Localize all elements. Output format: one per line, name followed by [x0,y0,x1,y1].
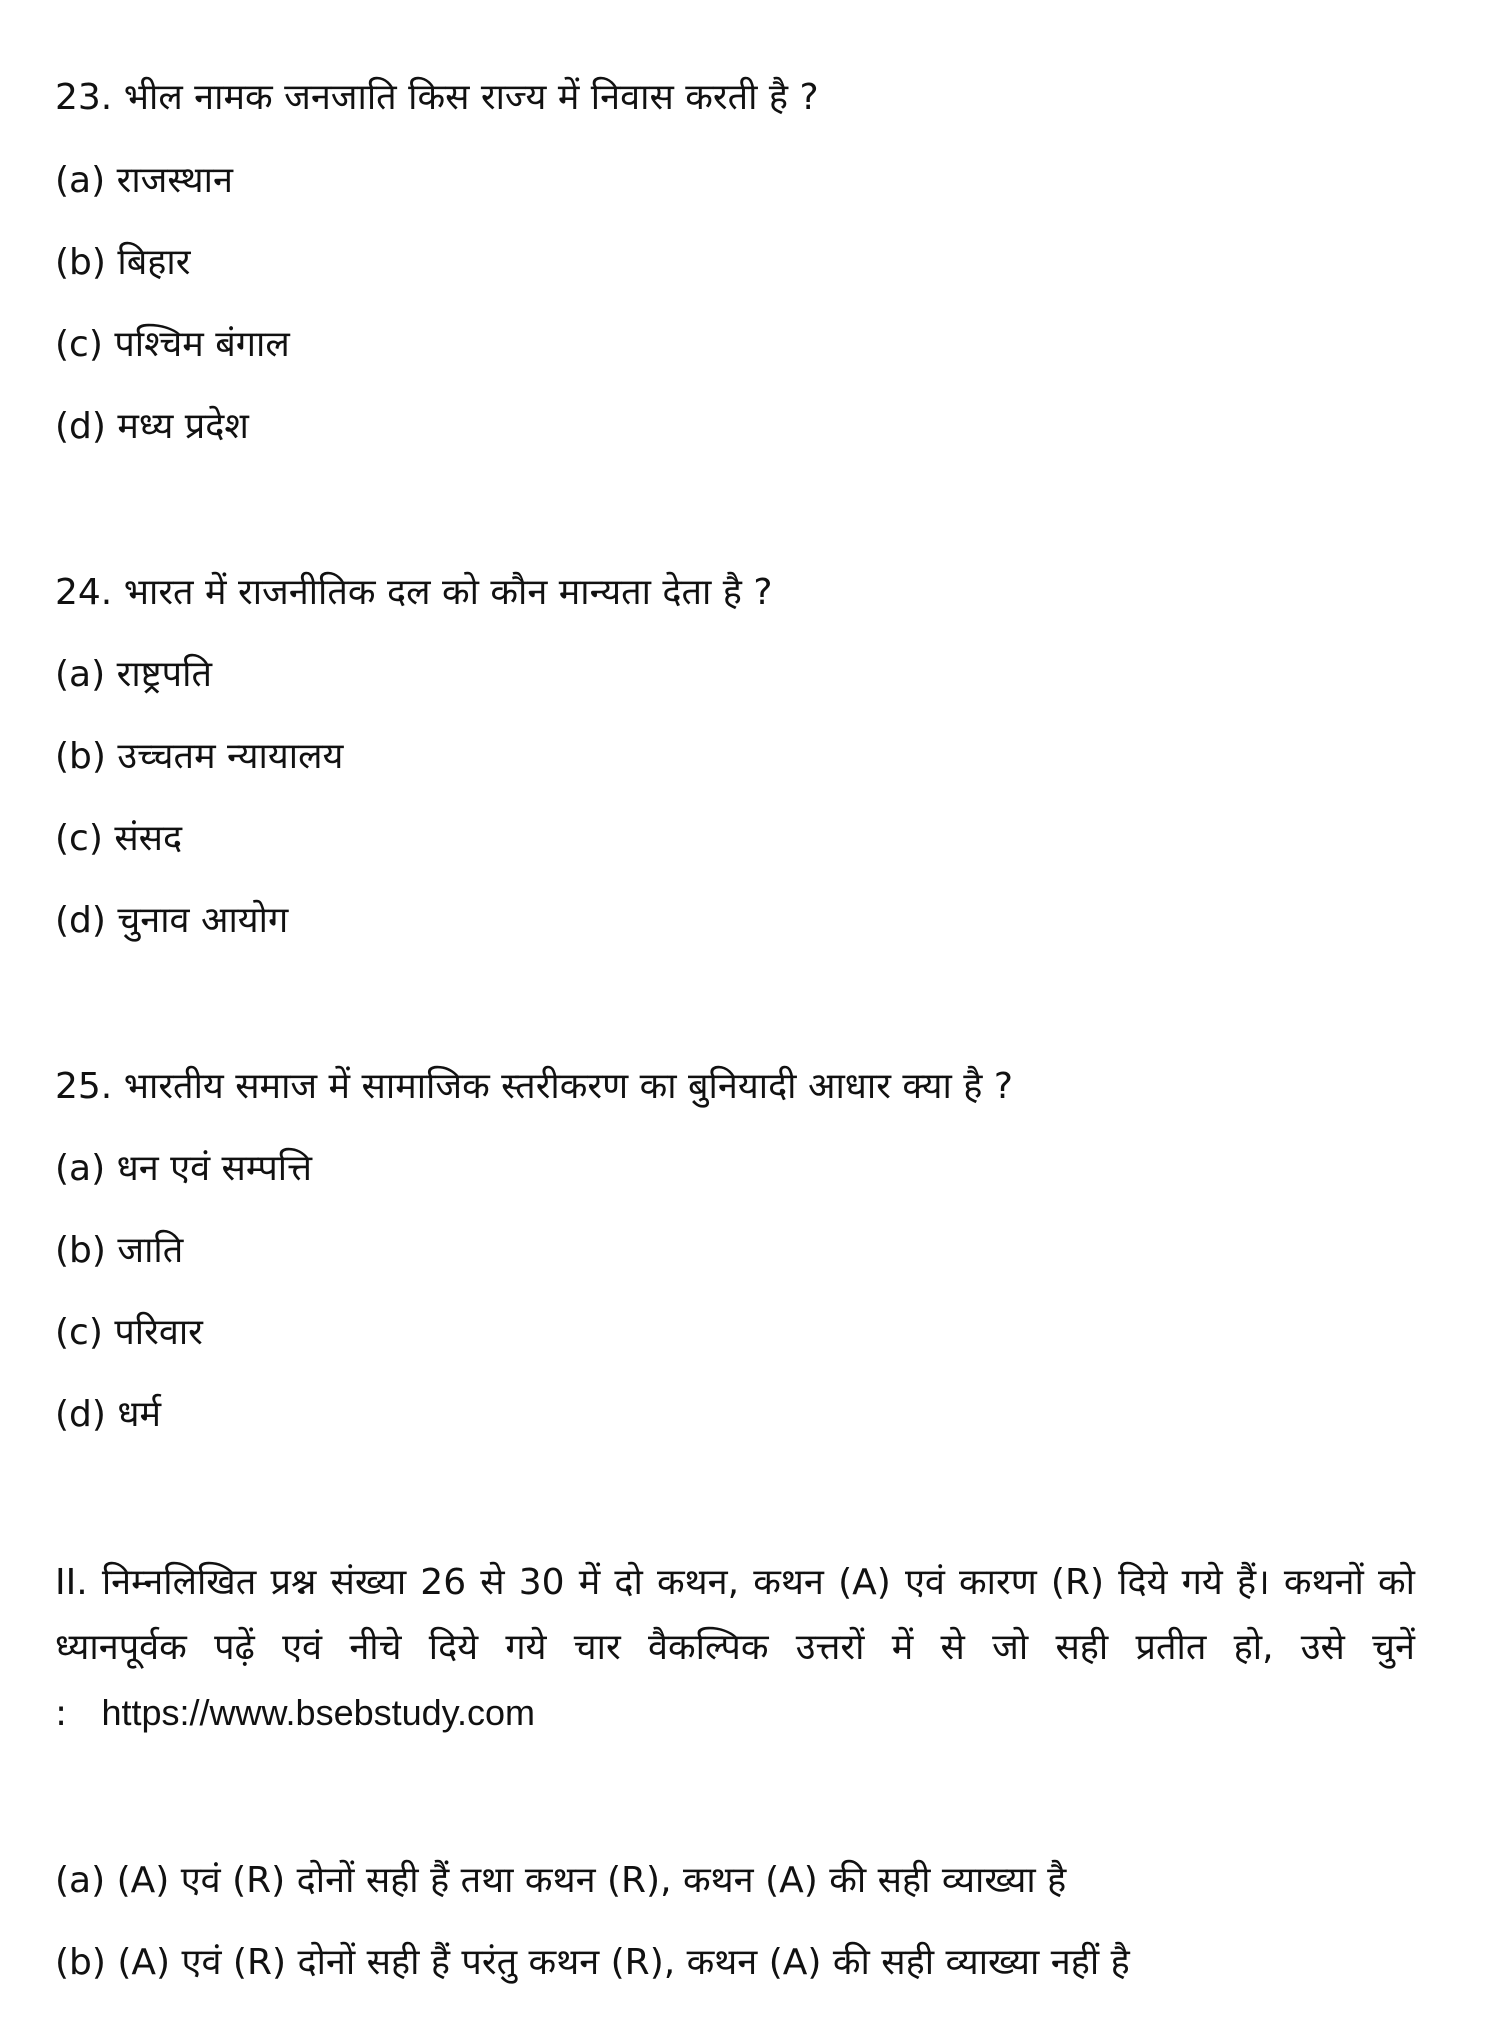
question-25-option-c: (c) परिवार [55,1312,203,1353]
question-25-option-d: (d) धर्म [55,1394,162,1435]
question-25-text: 25. भारतीय समाज में सामाजिक स्तरीकरण का बुनियादी आधार क्या है ? [55,1066,1013,1107]
question-24-option-c: (c) संसद [55,818,183,859]
question-24-option-b: (b) उच्चतम न्यायालय [55,736,344,777]
question-23-option-b: (b) बिहार [55,242,191,283]
question-24-text: 24. भारत में राजनीतिक दल को कौन मान्यता देता है ? [55,572,773,613]
question-23-option-a: (a) राजस्थान [55,160,233,201]
question-23-option-c: (c) पश्चिम बंगाल [55,324,290,365]
source-url: https://www.bsebstudy.com [101,1692,535,1733]
question-23-option-d: (d) मध्य प्रदेश [55,406,249,447]
section-2-instruction [55,1550,1415,1746]
question-24-option-d: (d) चुनाव आयोग [55,900,289,941]
question-24-option-a: (a) राष्ट्रपति [55,654,212,695]
section-2-option-b: (b) (A) एवं (R) दोनों सही हैं परंतु कथन (R), कथन (A) की सही व्याख्या नहीं है [55,1942,1130,1983]
question-25-option-a: (a) धन एवं सम्पत्ति [55,1148,312,1189]
question-25-option-b: (b) जाति [55,1230,184,1271]
section-2-option-a: (a) (A) एवं (R) दोनों सही हैं तथा कथन (R), कथन (A) की सही व्याख्या है [55,1860,1067,1901]
section-2-instruction-text: II. निम्नलिखित प्रश्न संख्या 26 से 30 में दो कथन, कथन (A) एवं कारण (R) दिये गये हैं। कथनों को ध्यानपूर्वक पढ़ें एवं नीचे दिये गये चार वैकल्पिक उत्तरों में से जो सही प्रतीत हो, उसे चुनें : [55,1562,1415,1734]
question-23-text: 23. भील नामक जनजाति किस राज्य में निवास करती है ? [55,77,819,118]
